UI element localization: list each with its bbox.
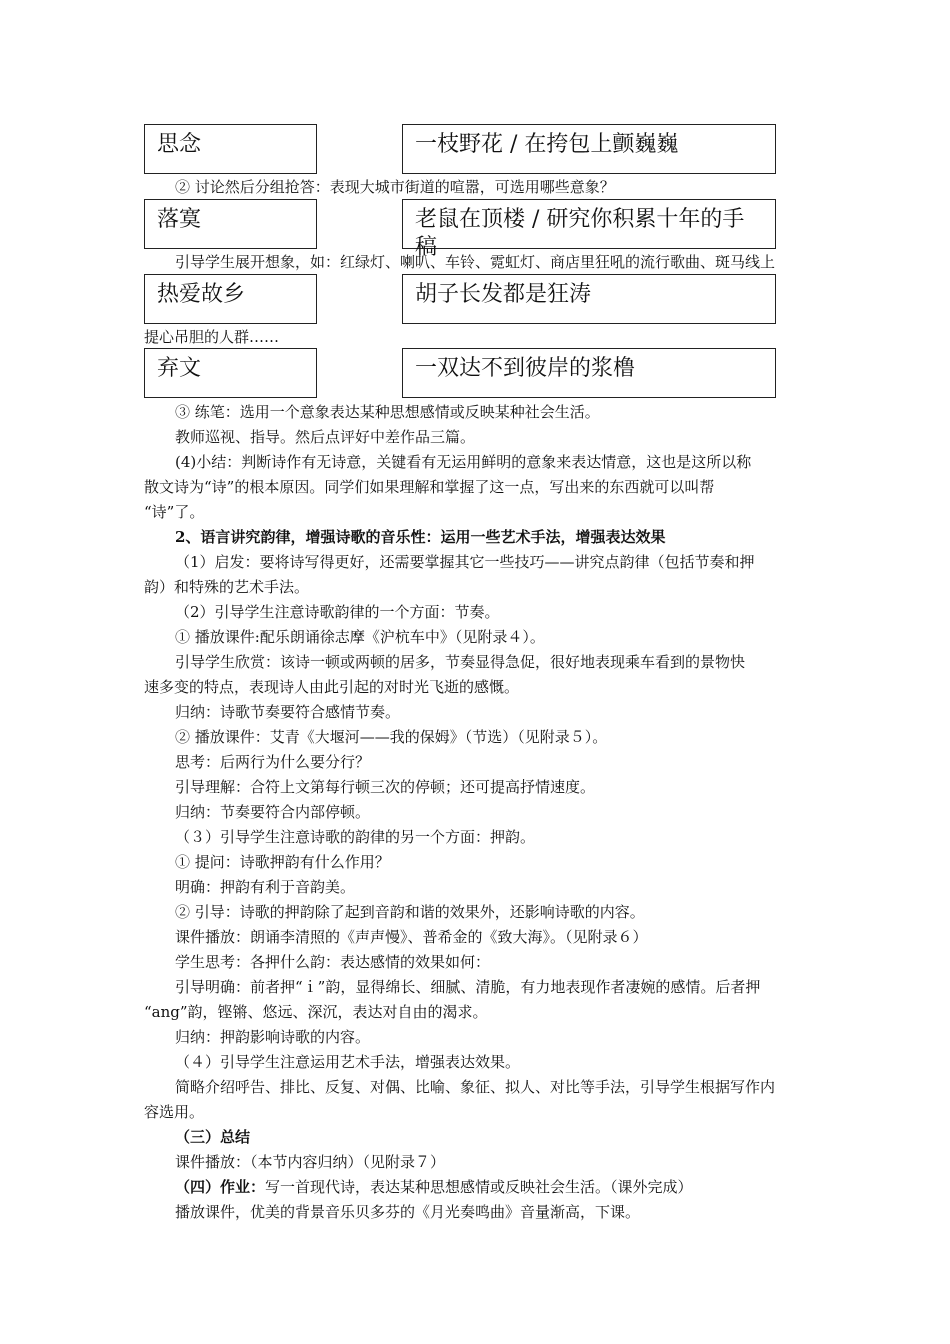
paragraph-line: 引导学生展开想象，如：红绿灯、喇叭、车铃、霓虹灯、商店里狂吼的流行歌曲、斑马线上 xyxy=(175,253,776,271)
cell-text: 思念 xyxy=(157,132,202,157)
cell-text: 弃文 xyxy=(157,356,202,381)
cell-text: 一双达不到彼岸的浆橹 xyxy=(415,356,636,381)
paragraph-line: 明确：押韵有利于音韵美。 xyxy=(175,878,356,896)
paragraph-line: 归纳：节奏要符合内部停顿。 xyxy=(175,803,371,821)
paragraph-line: 引导理解：合符上文第每行顿三次的停顿；还可提高抒情速度。 xyxy=(175,778,596,796)
paragraph-line: 播放课件，优美的背景音乐贝多芬的《月光奏鸣曲》音量渐高，下课。 xyxy=(175,1203,641,1221)
paragraph-line: 思考：后两行为什么要分行？ xyxy=(175,753,371,771)
paragraph-line: ② 引导：诗歌的押韵除了起到音韵和谐的效果外，还影响诗歌的内容。 xyxy=(175,903,645,921)
paragraph-line: ① 播放课件:配乐朗诵徐志摩《沪杭车中》（见附录４）。 xyxy=(175,628,545,646)
paragraph-line: 学生思考：各押什么韵：表达感情的效果如何： xyxy=(175,953,491,971)
paragraph-line: 提心吊胆的人群…… xyxy=(144,328,280,346)
paragraph-line: “诗”了。 xyxy=(144,503,205,521)
paragraph-line: 归纳：诗歌节奏要符合感情节奏。 xyxy=(175,703,401,721)
paragraph-line: 引导明确：前者押“ｉ”韵，显得绵长、细腻、清脆，有力地表现作者凄婉的感情。后者押 xyxy=(175,978,761,996)
paragraph-line: （1）启发：要将诗写得更好，还需要掌握其它一些技巧——讲究点韵律（包括节奏和押 xyxy=(175,553,755,571)
cell-text: 落寞 xyxy=(157,207,202,232)
section-heading: 2、语言讲究韵律，增强诗歌的音乐性：运用一些艺术手法，增强表达效果 xyxy=(175,528,666,546)
paragraph-line xyxy=(175,1177,693,1197)
cell-text: 热爱故乡 xyxy=(157,282,246,307)
paragraph-line: 简略介绍呼告、排比、反复、对偶、比喻、象征、拟人、对比等手法，引导学生根据写作内 xyxy=(175,1078,776,1096)
paragraph-line: “ang”韵，铿锵、悠远、深沉，表达对自由的渴求。 xyxy=(144,1003,488,1021)
section-heading: （三）总结 xyxy=(175,1128,251,1146)
paragraph-line: ③ 练笔：选用一个意象表达某种思想感情或反映某种社会生活。 xyxy=(175,403,600,421)
paragraph-line: ② 播放课件：艾青《大堰河——我的保姆》（节选）（见附录５）。 xyxy=(175,728,608,746)
table-cell-left xyxy=(144,274,317,324)
paragraph-line: 引导学生欣赏：该诗一顿或两顿的居多，节奏显得急促，很好地表现乘车看到的景物快 xyxy=(175,653,746,671)
paragraph-line: ① 提问：诗歌押韵有什么作用？ xyxy=(175,853,390,871)
table-cell-right xyxy=(402,199,776,260)
paragraph-line: 教师巡视、指导。然后点评好中差作品三篇。 xyxy=(175,428,476,446)
paragraph-line: （３）引导学生注意诗歌的韵律的另一个方面：押韵。 xyxy=(175,828,536,846)
paragraph-line: (4)小结：判断诗作有无诗意，关键看有无运用鲜明的意象来表达情意，这也是这所以称 xyxy=(175,453,752,471)
paragraph-line: （2）引导学生注意诗歌韵律的一个方面：节奏。 xyxy=(175,603,500,621)
paragraph-line: 课件播放：朗诵李清照的《声声慢》、普希金的《致大海》。（见附录６） xyxy=(175,928,648,946)
table-cell-left xyxy=(144,199,317,249)
paragraph-line: （４）引导学生注意运用艺术手法，增强表达效果。 xyxy=(175,1053,521,1071)
table-cell-right xyxy=(402,124,776,174)
homework-label: （四）作业： xyxy=(175,1178,266,1196)
cell-text: 老鼠在顶楼 / 研究你积累十年的手稿 xyxy=(415,207,745,260)
paragraph-line: 容选用。 xyxy=(144,1103,205,1121)
paragraph-line: 课件播放：（本节内容归纳）（见附录７） xyxy=(175,1153,446,1171)
homework-text: 写一首现代诗，表达某种思想感情或反映社会生活。（课外完成） xyxy=(265,1178,693,1196)
cell-text: 一枝野花 / 在挎包上颤巍巍 xyxy=(415,132,679,157)
paragraph-line: 归纳：押韵影响诗歌的内容。 xyxy=(175,1028,371,1046)
cell-text: 胡子长发都是狂涛 xyxy=(415,282,592,307)
paragraph-line: 散文诗为“诗”的根本原因。同学们如果理解和掌握了这一点，写出来的东西就可以叫帮 xyxy=(144,478,715,496)
paragraph-line: 韵）和特殊的艺术手法。 xyxy=(144,578,310,596)
table-cell-right xyxy=(402,348,776,398)
table-cell-right xyxy=(402,274,776,324)
paragraph-line: ② 讨论然后分组抢答：表现大城市街道的喧嚣，可选用哪些意象？ xyxy=(175,178,615,196)
paragraph-line: 速多变的特点，表现诗人由此引起的对时光飞逝的感慨。 xyxy=(144,678,520,696)
table-cell-left xyxy=(144,124,317,174)
table-cell-left xyxy=(144,348,317,398)
